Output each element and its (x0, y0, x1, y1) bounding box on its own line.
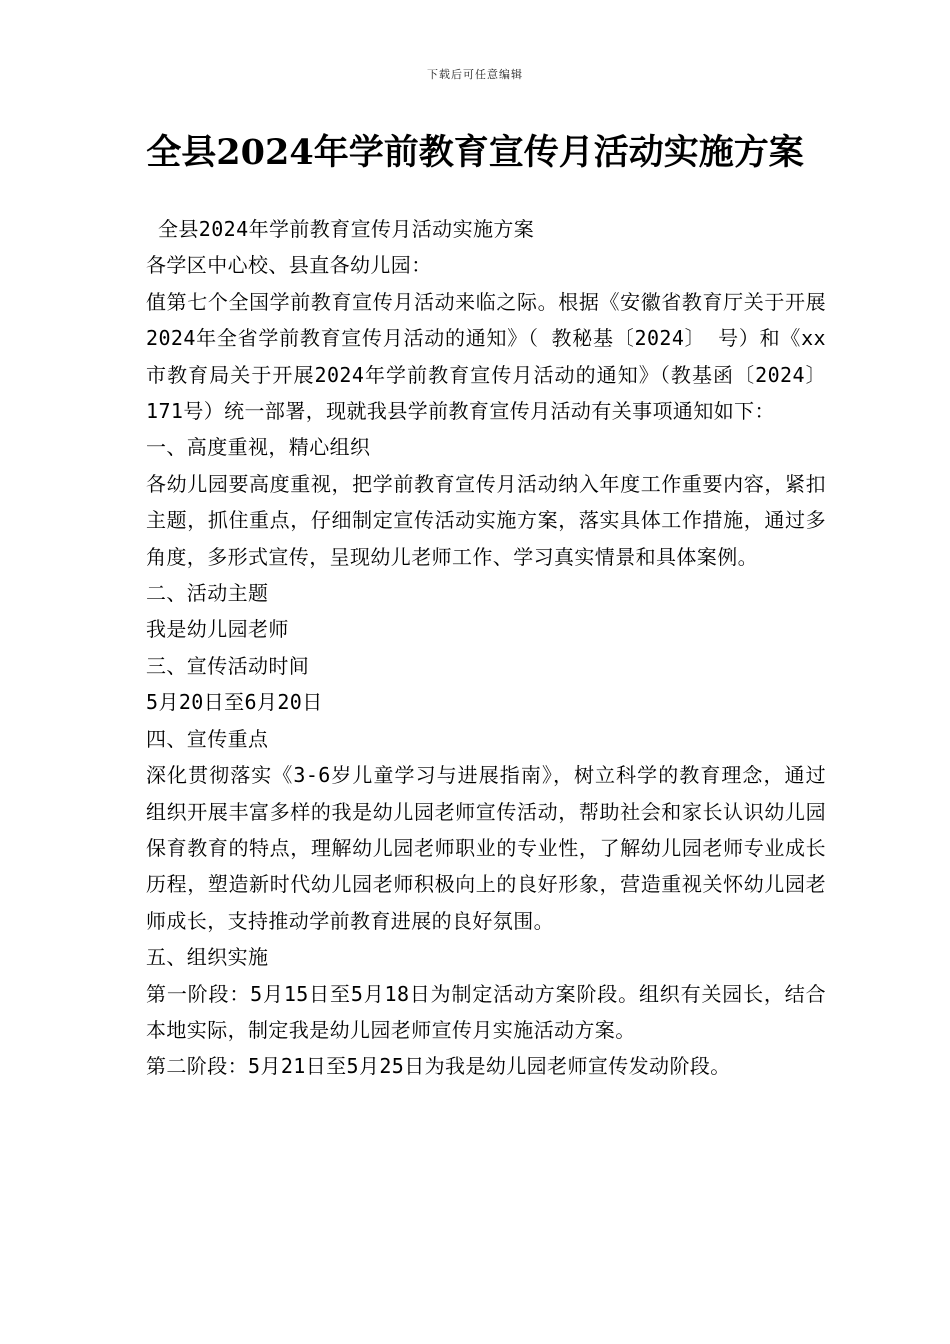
section-heading-3: 三、宣传活动时间 (146, 653, 310, 678)
section-paragraph-2: 我是幼儿园老师 (146, 617, 289, 642)
document-body (146, 211, 826, 1085)
section-paragraph-1: 各幼儿园要高度重视，把学前教育宣传月活动纳入年度工作重要内容，紧扣主题，抓住重点，仔细制定宣传活动实施方案，落实具体工作措施，通过多角度，多形式宣传，呈现幼儿老师工作、学习真实情景和具体案例。 (146, 471, 826, 569)
section-heading-2: 二、活动主题 (146, 581, 269, 606)
section-heading-4: 四、宣传重点 (146, 726, 269, 751)
stage-two-paragraph: 第二阶段：5月21日至5月25日为我是幼儿园老师宣传发动阶段。 (146, 1054, 731, 1079)
subtitle-paragraph: 全县2024年学前教育宣传月活动实施方案 (158, 217, 535, 241)
stage-one-paragraph: 第一阶段：5月15日至5月18日为制定活动方案阶段。组织有关园长，结合本地实际，制定我是幼儿园老师宣传月实施活动方案。 (146, 981, 826, 1042)
section-heading-5: 五、组织实施 (146, 945, 269, 970)
header-note: 下载后可任意编辑 (427, 68, 523, 81)
intro-paragraph: 值第七个全国学前教育宣传月活动来临之际。根据《安徽省教育厅关于开展2024年全省学前教育宣传月活动的通知》（ 教秘基〔2024〕 号）和《xx市教育局关于开展2024年学前教育宣传月活动的通知》（教基函〔2024〕171号）统一部署，现就我县学前教育宣传月活动有关事项通知如下： (146, 289, 826, 424)
document-title: 全县2024年学前教育宣传月活动实施方案 (146, 132, 804, 173)
section-paragraph-3: 5月20日至6月20日 (146, 690, 323, 715)
section-heading-1: 一、高度重视，精心组织 (146, 435, 371, 460)
section-paragraph-4: 深化贯彻落实《3-6岁儿童学习与进展指南》，树立科学的教育理念，通过组织开展丰富多样的我是幼儿园老师宣传活动，帮助社会和家长认识幼儿园保育教育的特点，理解幼儿园老师职业的专业性，了解幼儿园老师专业成长历程，塑造新时代幼儿园老师积极向上的良好形象，营造重视关怀幼儿园老师成长，支持推动学前教育进展的良好氛围。 (146, 763, 826, 933)
addressee-paragraph: 各学区中心校、县直各幼儿园： (146, 253, 432, 278)
